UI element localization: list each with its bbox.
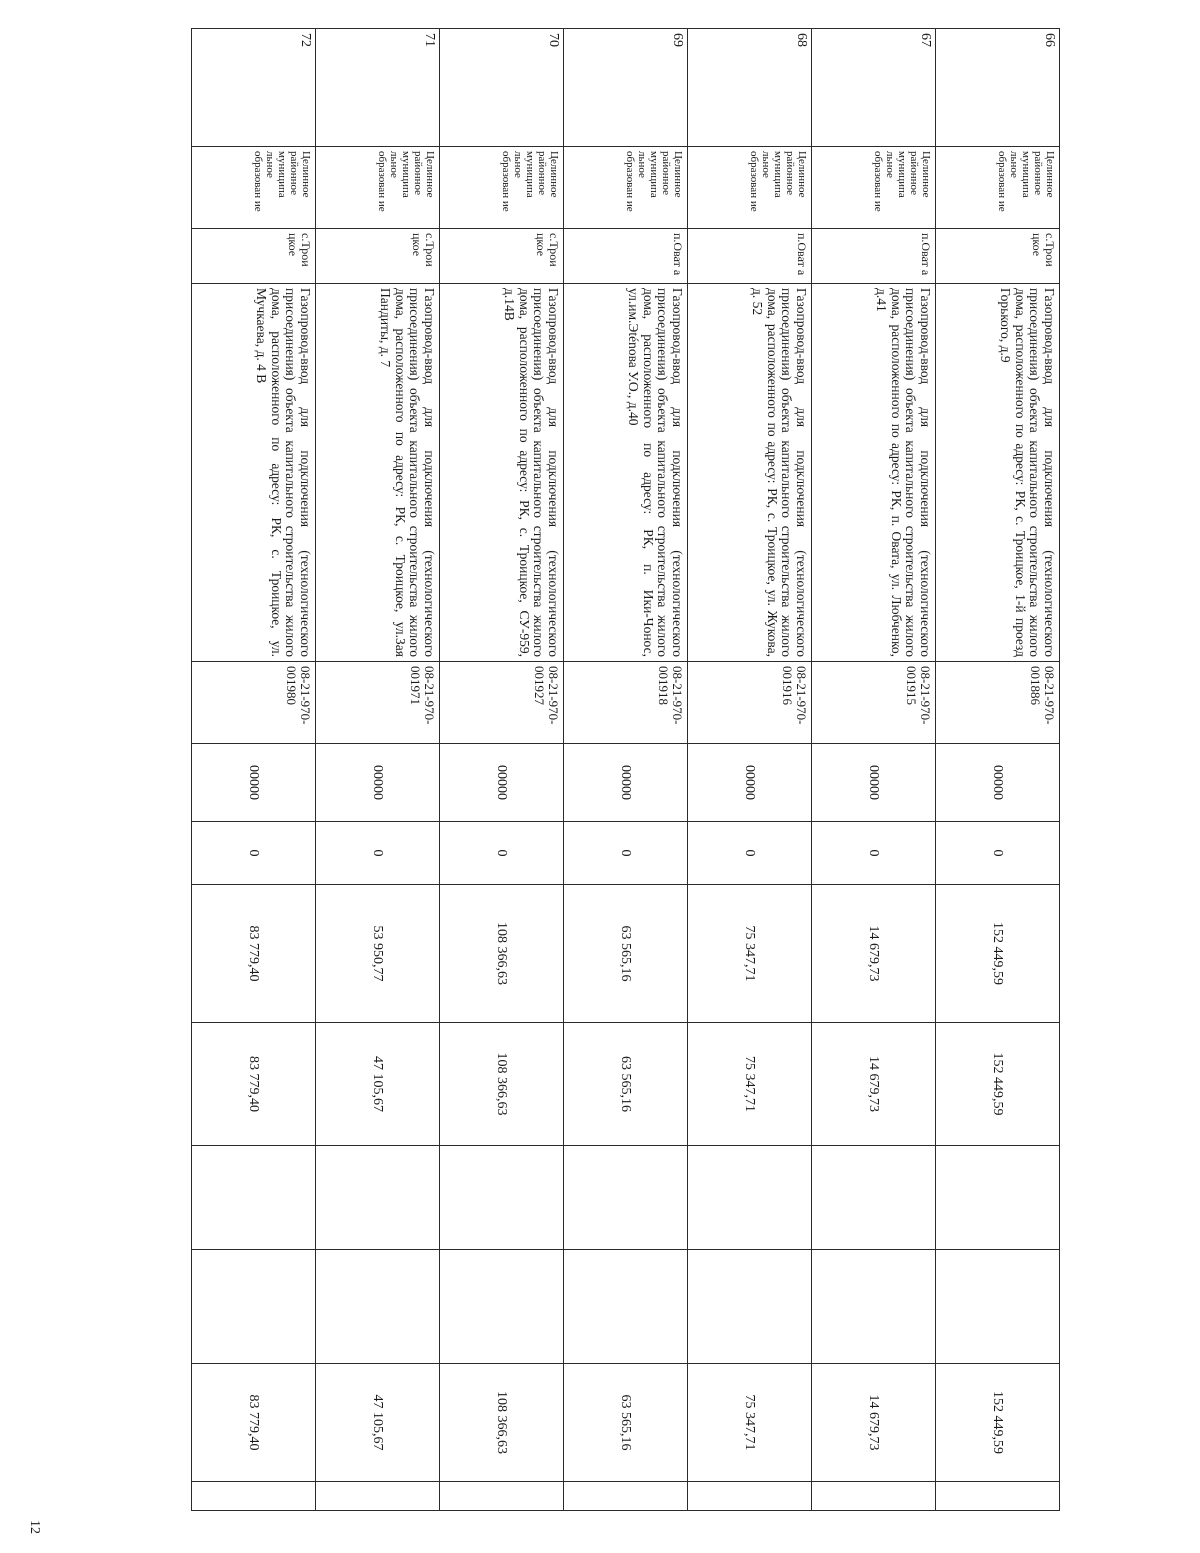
value-c6 — [564, 1250, 688, 1364]
page-number: 12 — [27, 1520, 42, 1534]
value-c4: 108 366,63 — [440, 1023, 564, 1146]
table-row — [812, 29, 936, 1511]
value-c5 — [812, 1146, 936, 1250]
value-c5 — [688, 1146, 812, 1250]
object-description: Газопровод-ввод для подключения (технологического присоединения) объекта капитального строительства жилого дома, расположенного по адресу: РК, п. Овата, ул. Любченко, д.41 — [812, 284, 936, 662]
value-c6 — [440, 1250, 564, 1364]
table-row — [192, 29, 316, 1511]
value-c3: 108 366,63 — [440, 885, 564, 1023]
value-c5 — [316, 1146, 440, 1250]
value-c7: 75 347,71 — [688, 1364, 812, 1482]
table-row — [316, 29, 440, 1511]
settlement: с.Трои цкое — [316, 229, 440, 284]
table-row — [688, 29, 812, 1511]
value-c3: 75 347,71 — [688, 885, 812, 1023]
object-code: 08-21-970-001915 — [812, 662, 936, 744]
settlement: с.Трои цкое — [440, 229, 564, 284]
value-c6 — [192, 1250, 316, 1364]
object-description: Газопровод-ввод для подключения (технологического присоединения) объекта капитального строительства жилого дома, расположенного по адресу: РК, с. Троицкое, ул. Мучкаева, д. 4 В — [192, 284, 316, 662]
value-c7: 83 779,40 — [192, 1364, 316, 1482]
value-c3: 14 679,73 — [812, 885, 936, 1023]
value-c2: 0 — [688, 822, 812, 885]
settlement: с.Трои цкое — [936, 229, 1060, 284]
value-c1: 00000 — [812, 744, 936, 822]
value-c1: 00000 — [192, 744, 316, 822]
value-c2: 0 — [440, 822, 564, 885]
row-number: 72 — [192, 29, 316, 147]
value-c5 — [440, 1146, 564, 1250]
object-code: 08-21-970-001927 — [440, 662, 564, 744]
value-c8 — [316, 1482, 440, 1511]
municipality-type: Целинное районное муниципа льное образован ие — [688, 147, 812, 229]
object-description: Газопровод-ввод для подключения (технологического присоединения) объекта капитального строительства жилого дома, расположенного по адресу: РК, с. Троицкое, ул.Зая Пандиты, д. 7 — [316, 284, 440, 662]
value-c8 — [688, 1482, 812, 1511]
municipality-type: Целинное районное муниципа льное образован ие — [440, 147, 564, 229]
value-c8 — [564, 1482, 688, 1511]
row-number: 71 — [316, 29, 440, 147]
value-c8 — [192, 1482, 316, 1511]
value-c6 — [688, 1250, 812, 1364]
value-c3: 53 950,77 — [316, 885, 440, 1023]
value-c1: 00000 — [440, 744, 564, 822]
value-c8 — [440, 1482, 564, 1511]
value-c5 — [192, 1146, 316, 1250]
municipality-type: Целинное районное муниципа льное образован ие — [316, 147, 440, 229]
value-c7: 108 366,63 — [440, 1364, 564, 1482]
municipality-type: Целинное районное муниципа льное образован ие — [812, 147, 936, 229]
value-c6 — [812, 1250, 936, 1364]
value-c5 — [936, 1146, 1060, 1250]
row-number: 68 — [688, 29, 812, 147]
object-code: 08-21-970-001916 — [688, 662, 812, 744]
value-c4: 75 347,71 — [688, 1023, 812, 1146]
value-c4: 14 679,73 — [812, 1023, 936, 1146]
value-c2: 0 — [936, 822, 1060, 885]
object-description: Газопровод-ввод для подключения (технологического присоединения) объекта капитального строительства жилого дома, расположенного по адресу: РК, с. Троицкое, СУ-959, д.14В — [440, 284, 564, 662]
value-c1: 00000 — [936, 744, 1060, 822]
value-c7: 152 449,59 — [936, 1364, 1060, 1482]
row-number: 70 — [440, 29, 564, 147]
municipality-type: Целинное районное муниципа льное образован ие — [564, 147, 688, 229]
value-c1: 00000 — [564, 744, 688, 822]
value-c4: 83 779,40 — [192, 1023, 316, 1146]
value-c7: 63 565,16 — [564, 1364, 688, 1482]
value-c4: 63 565,16 — [564, 1023, 688, 1146]
value-c3: 63 565,16 — [564, 885, 688, 1023]
table-row — [936, 29, 1060, 1511]
value-c1: 00000 — [688, 744, 812, 822]
object-description: Газопровод-ввод для подключения (технологического присоединения) объекта капитального строительства жилого дома, расположенного по адресу: РК, п. Ики-Чонос, ул.им.Эténова У.О., д.40 — [564, 284, 688, 662]
value-c6 — [936, 1250, 1060, 1364]
value-c7: 14 679,73 — [812, 1364, 936, 1482]
object-code: 08-21-970-001980 — [192, 662, 316, 744]
value-c5 — [564, 1146, 688, 1250]
value-c2: 0 — [316, 822, 440, 885]
municipality-type: Целинное районное муниципа льное образован ие — [192, 147, 316, 229]
value-c6 — [316, 1250, 440, 1364]
value-c4: 47 105,67 — [316, 1023, 440, 1146]
value-c8 — [812, 1482, 936, 1511]
value-c7: 47 105,67 — [316, 1364, 440, 1482]
table-row — [440, 29, 564, 1511]
row-number: 67 — [812, 29, 936, 147]
value-c4: 152 449,59 — [936, 1023, 1060, 1146]
settlement: п.Оват а — [812, 229, 936, 284]
municipality-type: Целинное районное муниципа льное образован ие — [936, 147, 1060, 229]
object-code: 08-21-970-001971 — [316, 662, 440, 744]
object-description: Газопровод-ввод для подключения (технологического присоединения) объекта капитального строительства жилого дома, расположенного по адресу: РК, с. Троицкое, ул. Жукова, д. 52 — [688, 284, 812, 662]
value-c3: 152 449,59 — [936, 885, 1060, 1023]
value-c3: 83 779,40 — [192, 885, 316, 1023]
value-c2: 0 — [564, 822, 688, 885]
value-c8 — [936, 1482, 1060, 1511]
data-table — [191, 28, 1060, 1511]
value-c1: 00000 — [316, 744, 440, 822]
object-description: Газопровод-ввод для подключения (технологического присоединения) объекта капитального строительства жилого дома, расположенного по адресу: РК, с. Троицкое, 1-й проезд Горького, д.9 — [936, 284, 1060, 662]
settlement: п.Оват а — [688, 229, 812, 284]
value-c2: 0 — [192, 822, 316, 885]
value-c2: 0 — [812, 822, 936, 885]
table-row — [564, 29, 688, 1511]
row-number: 69 — [564, 29, 688, 147]
settlement: с.Трои цкое — [192, 229, 316, 284]
object-code: 08-21-970-001918 — [564, 662, 688, 744]
row-number: 66 — [936, 29, 1060, 147]
settlement: п.Оват а — [564, 229, 688, 284]
object-code: 08-21-970-001886 — [936, 662, 1060, 744]
